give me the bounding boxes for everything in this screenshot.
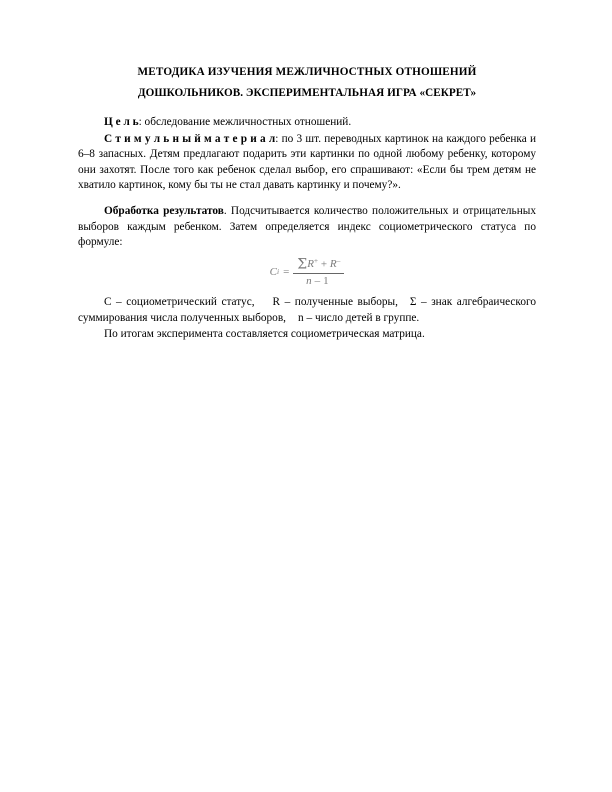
- legend-item-r: R – полученные выборы,: [272, 296, 398, 309]
- document-content: [78, 62, 536, 342]
- formula-r-minus: R: [329, 258, 337, 271]
- paragraph-purpose: [78, 115, 536, 131]
- page-title: [78, 62, 536, 104]
- page-title-line-1: МЕТОДИКА ИЗУЧЕНИЯ МЕЖЛИЧНОСТНЫХ ОТНОШЕНИЙ: [137, 66, 477, 78]
- page-title-line-2: ДОШКОЛЬНИКОВ. ЭКСПЕРИМЕНТАЛЬНАЯ ИГРА «СЕКРЕТ»: [137, 87, 477, 99]
- materials-body-text: : по 3 шт. переводных картинок на каждого ребенка и 6–8 запасных. Детям предлагают подарить эти картинки по одной любому ребенку, которому они захотят. После того как ребенок сделал выбор, его спрашивают: «Если бы трем детям не хватило картинок, кому бы ты не стал давать картинку и почему?».: [78, 132, 536, 192]
- paragraph-legend: [78, 295, 536, 326]
- purpose-lead-label: Ц е л ь: [104, 116, 139, 128]
- purpose-body-text: : обследование межличностных отношений.: [138, 116, 352, 128]
- formula-subscript-i: i: [276, 267, 280, 277]
- formula-superscript-minus: –: [336, 255, 341, 265]
- formula-numerator: [293, 256, 344, 274]
- formula-block: [78, 256, 536, 288]
- formula-r-plus: R: [307, 258, 314, 271]
- paragraph-processing: [78, 204, 536, 251]
- formula-superscript-plus: +: [313, 255, 319, 265]
- formula-n: n: [306, 275, 315, 288]
- formula-equals-sign: =: [283, 265, 290, 278]
- paragraph-conclusion: По итогам эксперимента составляется социометрическая матрица.: [104, 327, 425, 340]
- formula-sigma: Σ: [297, 256, 308, 273]
- paragraph-materials: [78, 132, 536, 194]
- formula-variable-c: C: [269, 265, 277, 278]
- processing-body-text: . Подсчитывается количество положительных и отрицательных выборов каждым ребенком. Затем определяется индекс социометрического статуса по формуле:: [78, 204, 536, 249]
- formula-fraction: [293, 256, 344, 288]
- formula-denominator: [302, 274, 336, 287]
- formula-one: 1: [323, 275, 332, 288]
- sociometric-status-formula: [270, 256, 345, 288]
- formula-plus-operator: +: [320, 258, 328, 271]
- legend-item-sigma: Σ – знак алгебраического суммирования числа полученных выборов,: [78, 296, 536, 324]
- processing-lead-label: Обработка результатов: [104, 204, 224, 217]
- legend-item-n: n – число детей в группе.: [298, 312, 420, 324]
- formula-denominator-minus: –: [314, 275, 324, 288]
- materials-lead-label: С т и м у л ь н ы й м а т е р и а л: [104, 132, 276, 145]
- legend-item-c: C – социометрический статус,: [104, 296, 255, 309]
